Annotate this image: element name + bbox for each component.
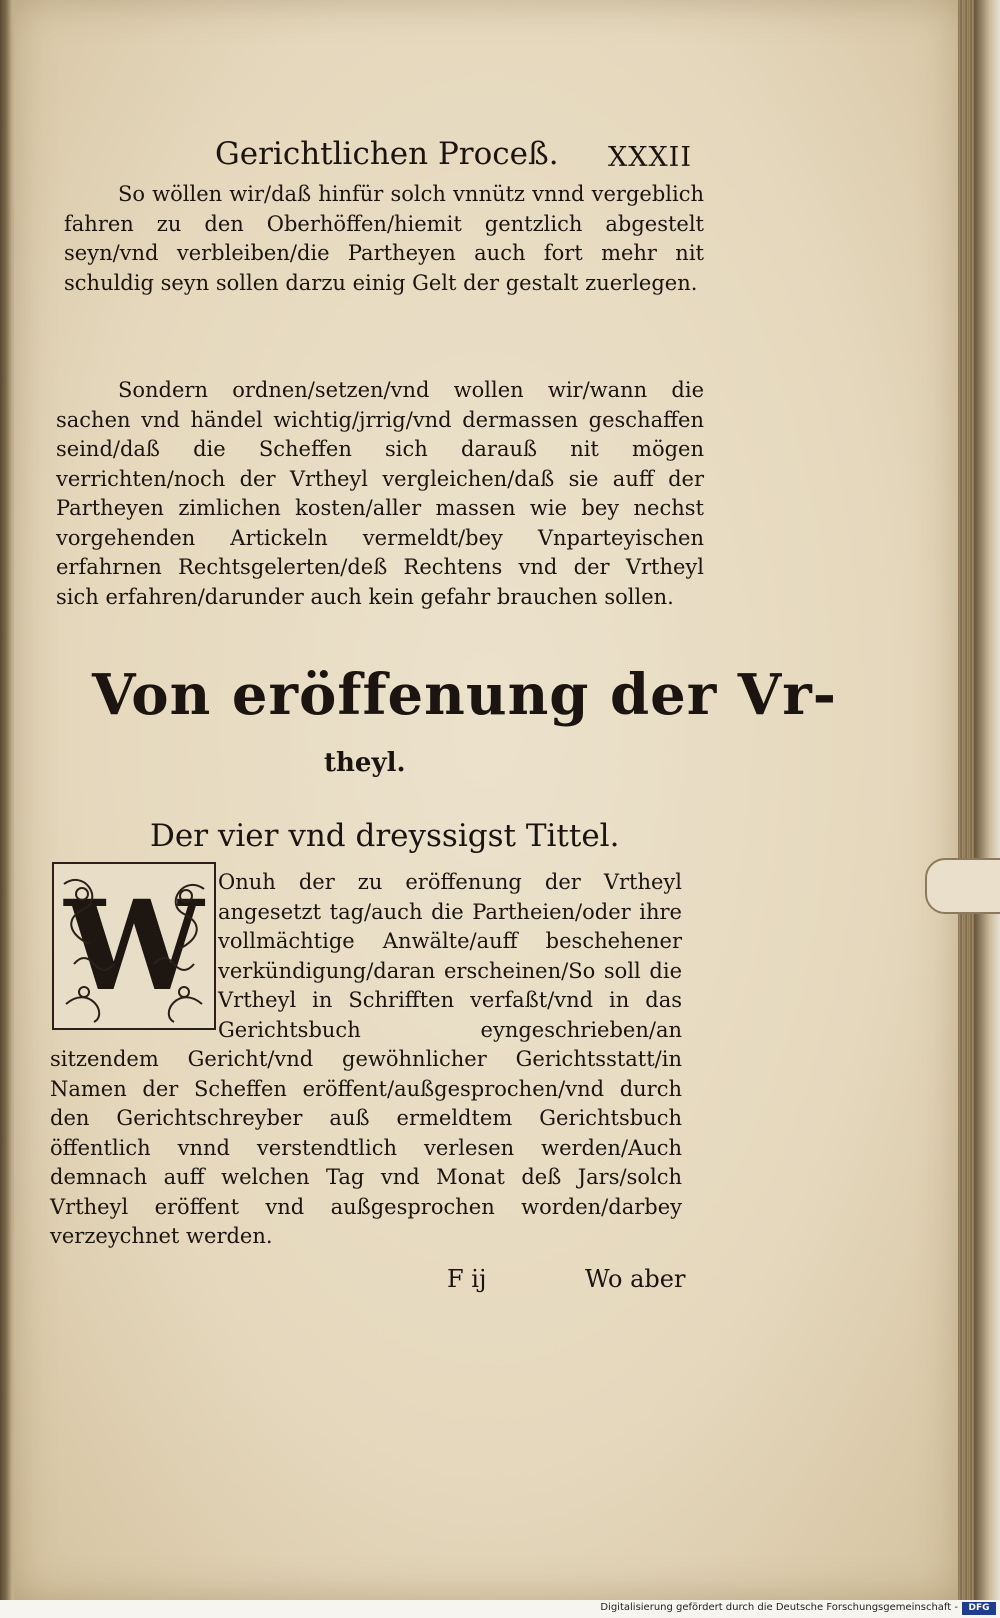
folio-number: XXXII [608, 142, 692, 173]
initial-letter: W [64, 873, 204, 1019]
page-tab-marker [925, 858, 1000, 914]
running-header: Gerichtlichen Proceß. [215, 136, 559, 172]
ornament-vines-icon [54, 864, 214, 1028]
page-edges [958, 0, 974, 1600]
footer-credit: Digitalisierung gefördert durch die Deutsche Forschungsgemeinschaft - [600, 1602, 958, 1613]
section-title-continued: theyl. [324, 748, 406, 778]
paragraph-3-text: Onuh der zu eröffenung der Vrtheyl angesetzt tag/auch die Partheien/oder ihre vollmächtige Anwälte/auff beschehener verkündigung/daran erscheinen/So soll die Vrtheyl in Schrifften verfaßt/vnd in das Gerichtsbuch eyngeschrieben/an sitzendem Gericht/vnd gewöhnlicher Gerichtsstatt/in Namen der Scheffen eröffent/außgesprochen/vnd durch den Gerichtschreyber auß ermeldtem Gerichtsbuch öffentlich vnnd verstendtlich verlesen werden/Auch demnach auff welchen Tag vnd Monat deß Jars/solch Vrtheyl eröffent vnd außgesprochen worden/darbey verzeychnet werden. [50, 870, 682, 1248]
signature-mark: F ij [447, 1265, 487, 1293]
section-title: Von eröffenung der Vr- [92, 662, 837, 728]
paragraph-2: Sondern ordnen/setzen/vnd wollen wir/wann die sachen vnd händel wichtig/jrrig/vnd dermassen geschaffen seind/daß die Scheffen sich darauß nit mögen verrichten/noch der Vrtheyl vergleichen/daß sie auff der Partheyen zimlichen kosten/aller massen wie bey nechst vorgehenden Artickeln vermeldt/bey Vnparteyischen erfahrnen Rechtsgelerten/deß Rechtens vnd der Vrtheyl sich erfahren/darunder auch kein gefahr brauchen sollen. [56, 378, 704, 609]
paragraph-1: So wöllen wir/daß hinfür solch vnnütz vnnd vergeblich fahren zu den Oberhöffen/hiemit gentzlich abgestelt seyn/vnd verbleiben/die Partheyen auch fort mehr nit schuldig seyn sollen darzu einig Gelt der gestalt zuerlegen. [64, 182, 704, 295]
decorated-initial [52, 862, 216, 1030]
catchword: Wo aber [585, 1265, 686, 1293]
section-subtitle: Der vier vnd dreyssigst Tittel. [150, 818, 620, 854]
dfg-logo: DFG [962, 1602, 996, 1615]
